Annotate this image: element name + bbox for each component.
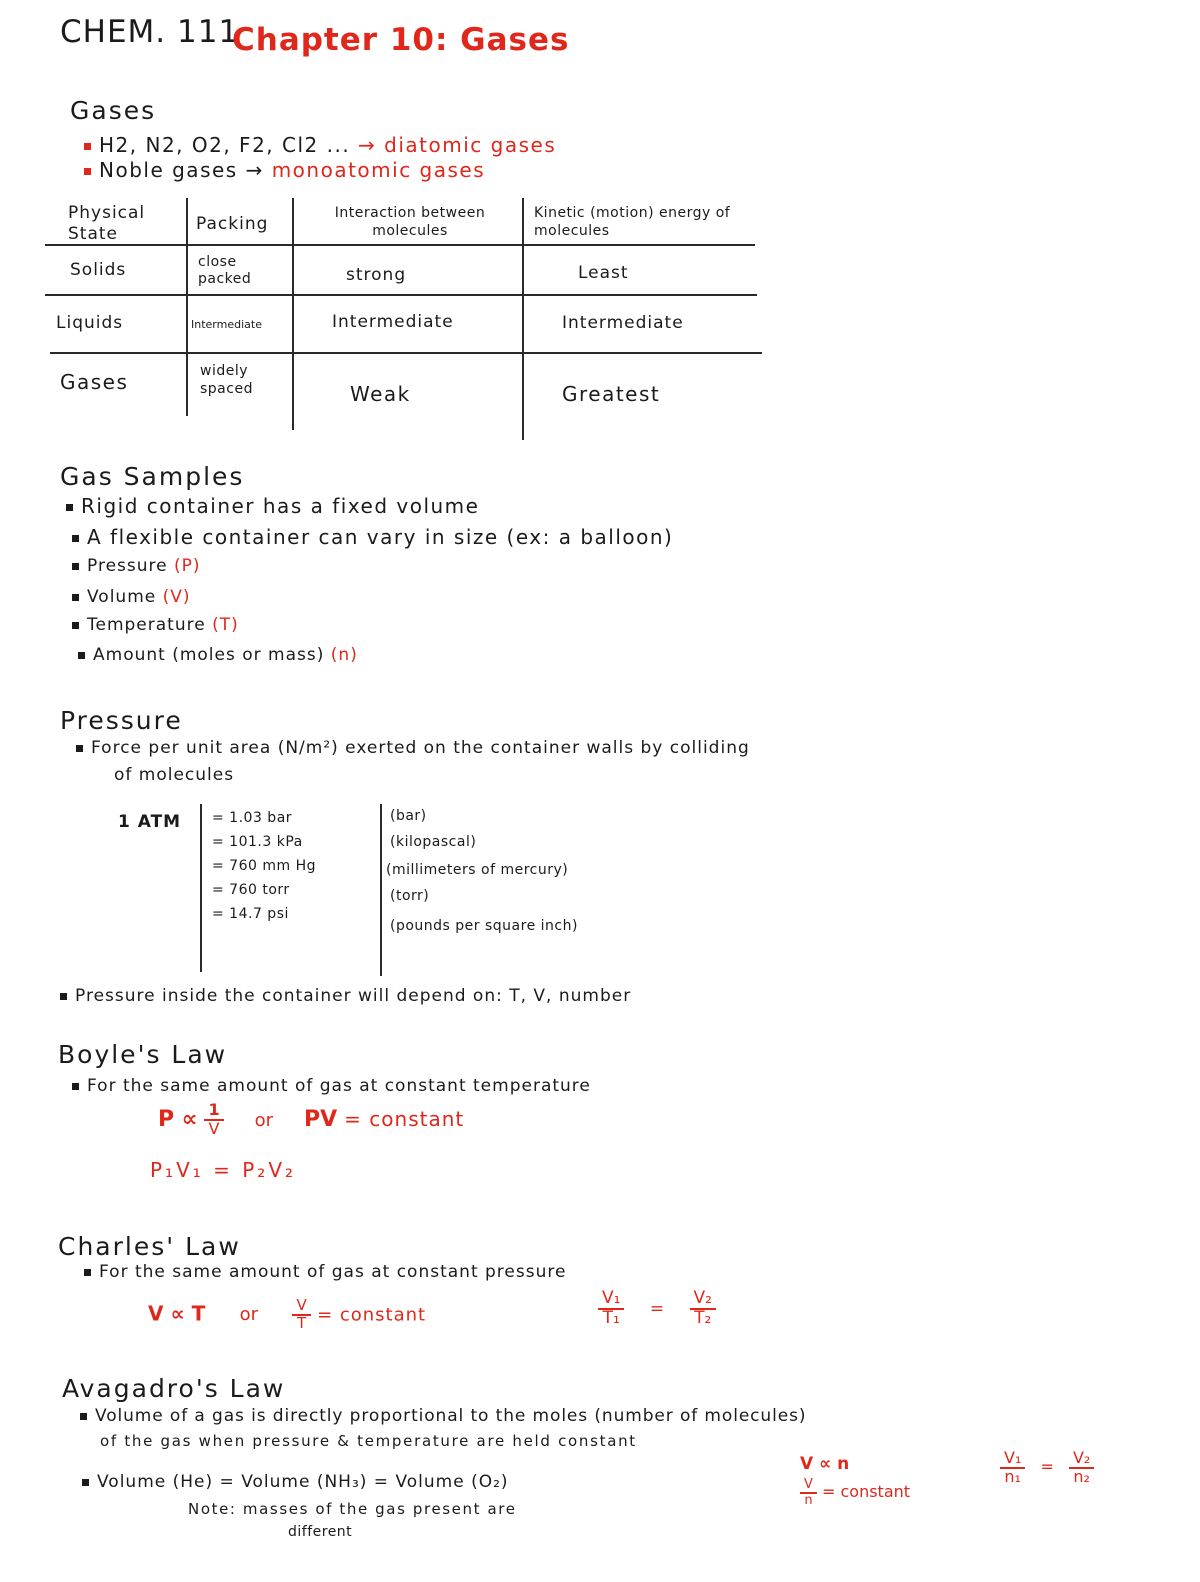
charles-or: or [239,1304,259,1326]
avogadro-ratio: $\frac{\text{V₁}}{\text{n₁}}$ = $\frac{\text{V₂}}{\text{n₂}}$ [1000,1450,1094,1486]
table-cell-state: Gases [60,370,129,394]
section-heading-boyle: Boyle's Law [58,1040,228,1069]
table-cell-interaction: Weak [350,382,411,406]
unit-value: = 101.3 kPa [212,834,303,850]
table-divider [292,198,294,430]
table-header-interaction: Interaction between molecules [334,205,486,239]
bullet-icon [84,168,91,175]
table-cell-interaction: Intermediate [332,312,454,332]
table-header-state: Physical State [68,203,146,244]
unit-name: (pounds per square inch) [390,918,578,934]
section-heading-samples: Gas Samples [60,462,245,491]
samples-text: Rigid container has a fixed volume [81,494,480,518]
section-heading-avogadro: Avagadro's Law [62,1374,286,1403]
samples-bullet [66,494,479,518]
samples-text: A flexible container can vary in size (ex: a balloon) [87,525,674,549]
unit-name: (millimeters of mercury) [386,862,569,878]
boyle-prop-left: P ∝ [158,1106,198,1132]
atm-label: 1 ATM [118,812,182,832]
unit-value: = 760 torr [212,882,290,898]
samples-bullet [78,645,358,665]
course-title: CHEM. 111 [60,14,240,50]
table-cell-interaction: strong [346,265,407,285]
unit-value: = 14.7 psi [212,906,289,922]
section-heading-gases: Gases [70,96,157,125]
avogadro-proportion: V ∝ n [800,1454,850,1474]
samples-bullet [72,587,191,607]
table-cell-kinetic: Greatest [562,382,661,406]
table-cell-kinetic: Intermediate [562,313,684,333]
boyle-condition: For the same amount of gas at constant temperature [87,1076,591,1096]
charles-fraction: $\frac{V}{T}$ [292,1298,310,1332]
boyle-equation: P₁V₁ = P₂V₂ [150,1158,297,1182]
avogadro-note: Note: masses of the gas present are [188,1500,517,1518]
boyle-bullet [72,1076,591,1096]
table-cell-state: Liquids [56,313,124,333]
charles-ratio: $\frac{\text{V₁}}{\text{T₁}}$ = $\frac{\text{V₂}}{\text{T₂}}$ [598,1290,716,1328]
samples-text: Volume [87,587,157,607]
chapter-title: Chapter 10: Gases [232,22,570,58]
diatomic-label: → diatomic gases [358,133,557,157]
avogadro-statement-cont: of the gas when pressure & temperature are held constant [100,1432,637,1450]
table-header-kinetic: Kinetic (motion) energy of molecules [534,205,731,239]
symbol-p: (P) [174,556,201,576]
table-divider [50,352,762,354]
table-header-packing: Packing [196,214,269,234]
unit-name: (kilopascal) [390,834,477,850]
table-cell-state: Solids [70,260,127,280]
units-divider [380,804,382,976]
bullet-icon [84,143,91,150]
symbol-n: (n) [330,645,358,665]
charles-constant: = constant [317,1304,427,1326]
boyle-constant: = constant [344,1106,465,1131]
table-cell-packing: Intermediate [191,318,262,331]
avogadro-bullet [82,1472,509,1492]
table-divider [186,198,188,416]
gases-bullet-noble [84,158,485,182]
table-cell-kinetic: Least [578,263,629,283]
section-heading-charles: Charles' Law [58,1232,241,1261]
unit-name: (torr) [390,888,430,904]
table-divider [522,198,524,440]
samples-text: Amount (moles or mass) [93,645,325,665]
charles-condition: For the same amount of gas at constant pressure [99,1262,567,1282]
unit-name: (bar) [390,808,427,824]
avogadro-note-cont: different [288,1524,353,1540]
charles-prop: V ∝ T [148,1301,206,1326]
gases-bullet-diatomic [84,133,556,157]
pressure-bullet [60,986,631,1006]
avogadro-constant-eq: $\frac{V}{n}$ = constant [800,1478,910,1507]
boyle-proportion [158,1102,464,1138]
table-cell-packing: widely spaced [200,363,253,397]
pressure-definition-cont: of molecules [114,765,235,785]
symbol-v: (V) [162,587,191,607]
samples-text: Temperature [87,615,206,635]
table-divider [45,294,757,296]
boyle-or: or [254,1109,274,1131]
units-divider [200,804,202,972]
pressure-bullet [76,738,750,758]
samples-bullet [72,615,239,635]
boyle-fraction: $\frac{1}{V}$ [204,1102,223,1138]
samples-bullet [72,525,673,549]
charles-bullet [84,1262,566,1282]
pressure-dependence: Pressure inside the container will depend on: T, V, number [75,986,632,1006]
avogadro-bullet [80,1406,806,1426]
table-cell-packing: close packed [198,254,252,287]
samples-text: Pressure [87,556,168,576]
avogadro-statement: Volume of a gas is directly proportional to the moles (number of molecules) [95,1406,807,1426]
symbol-t: (T) [212,615,239,635]
avogadro-volume-example: Volume (He) = Volume (NH₃) = Volume (O₂) [97,1472,509,1492]
pressure-definition: Force per unit area (N/m²) exerted on the container walls by colliding [91,738,750,758]
noble-gases-text: Noble gases → [99,158,264,182]
charles-proportion [148,1298,426,1332]
samples-bullet [72,556,201,576]
section-heading-pressure: Pressure [60,706,183,735]
unit-value: = 760 mm Hg [212,858,316,874]
diatomic-list: H2, N2, O2, F2, Cl2 ... [99,133,351,157]
unit-value: = 1.03 bar [212,810,293,826]
monoatomic-label: monoatomic gases [271,158,486,182]
boyle-pv: PV [304,1106,338,1132]
